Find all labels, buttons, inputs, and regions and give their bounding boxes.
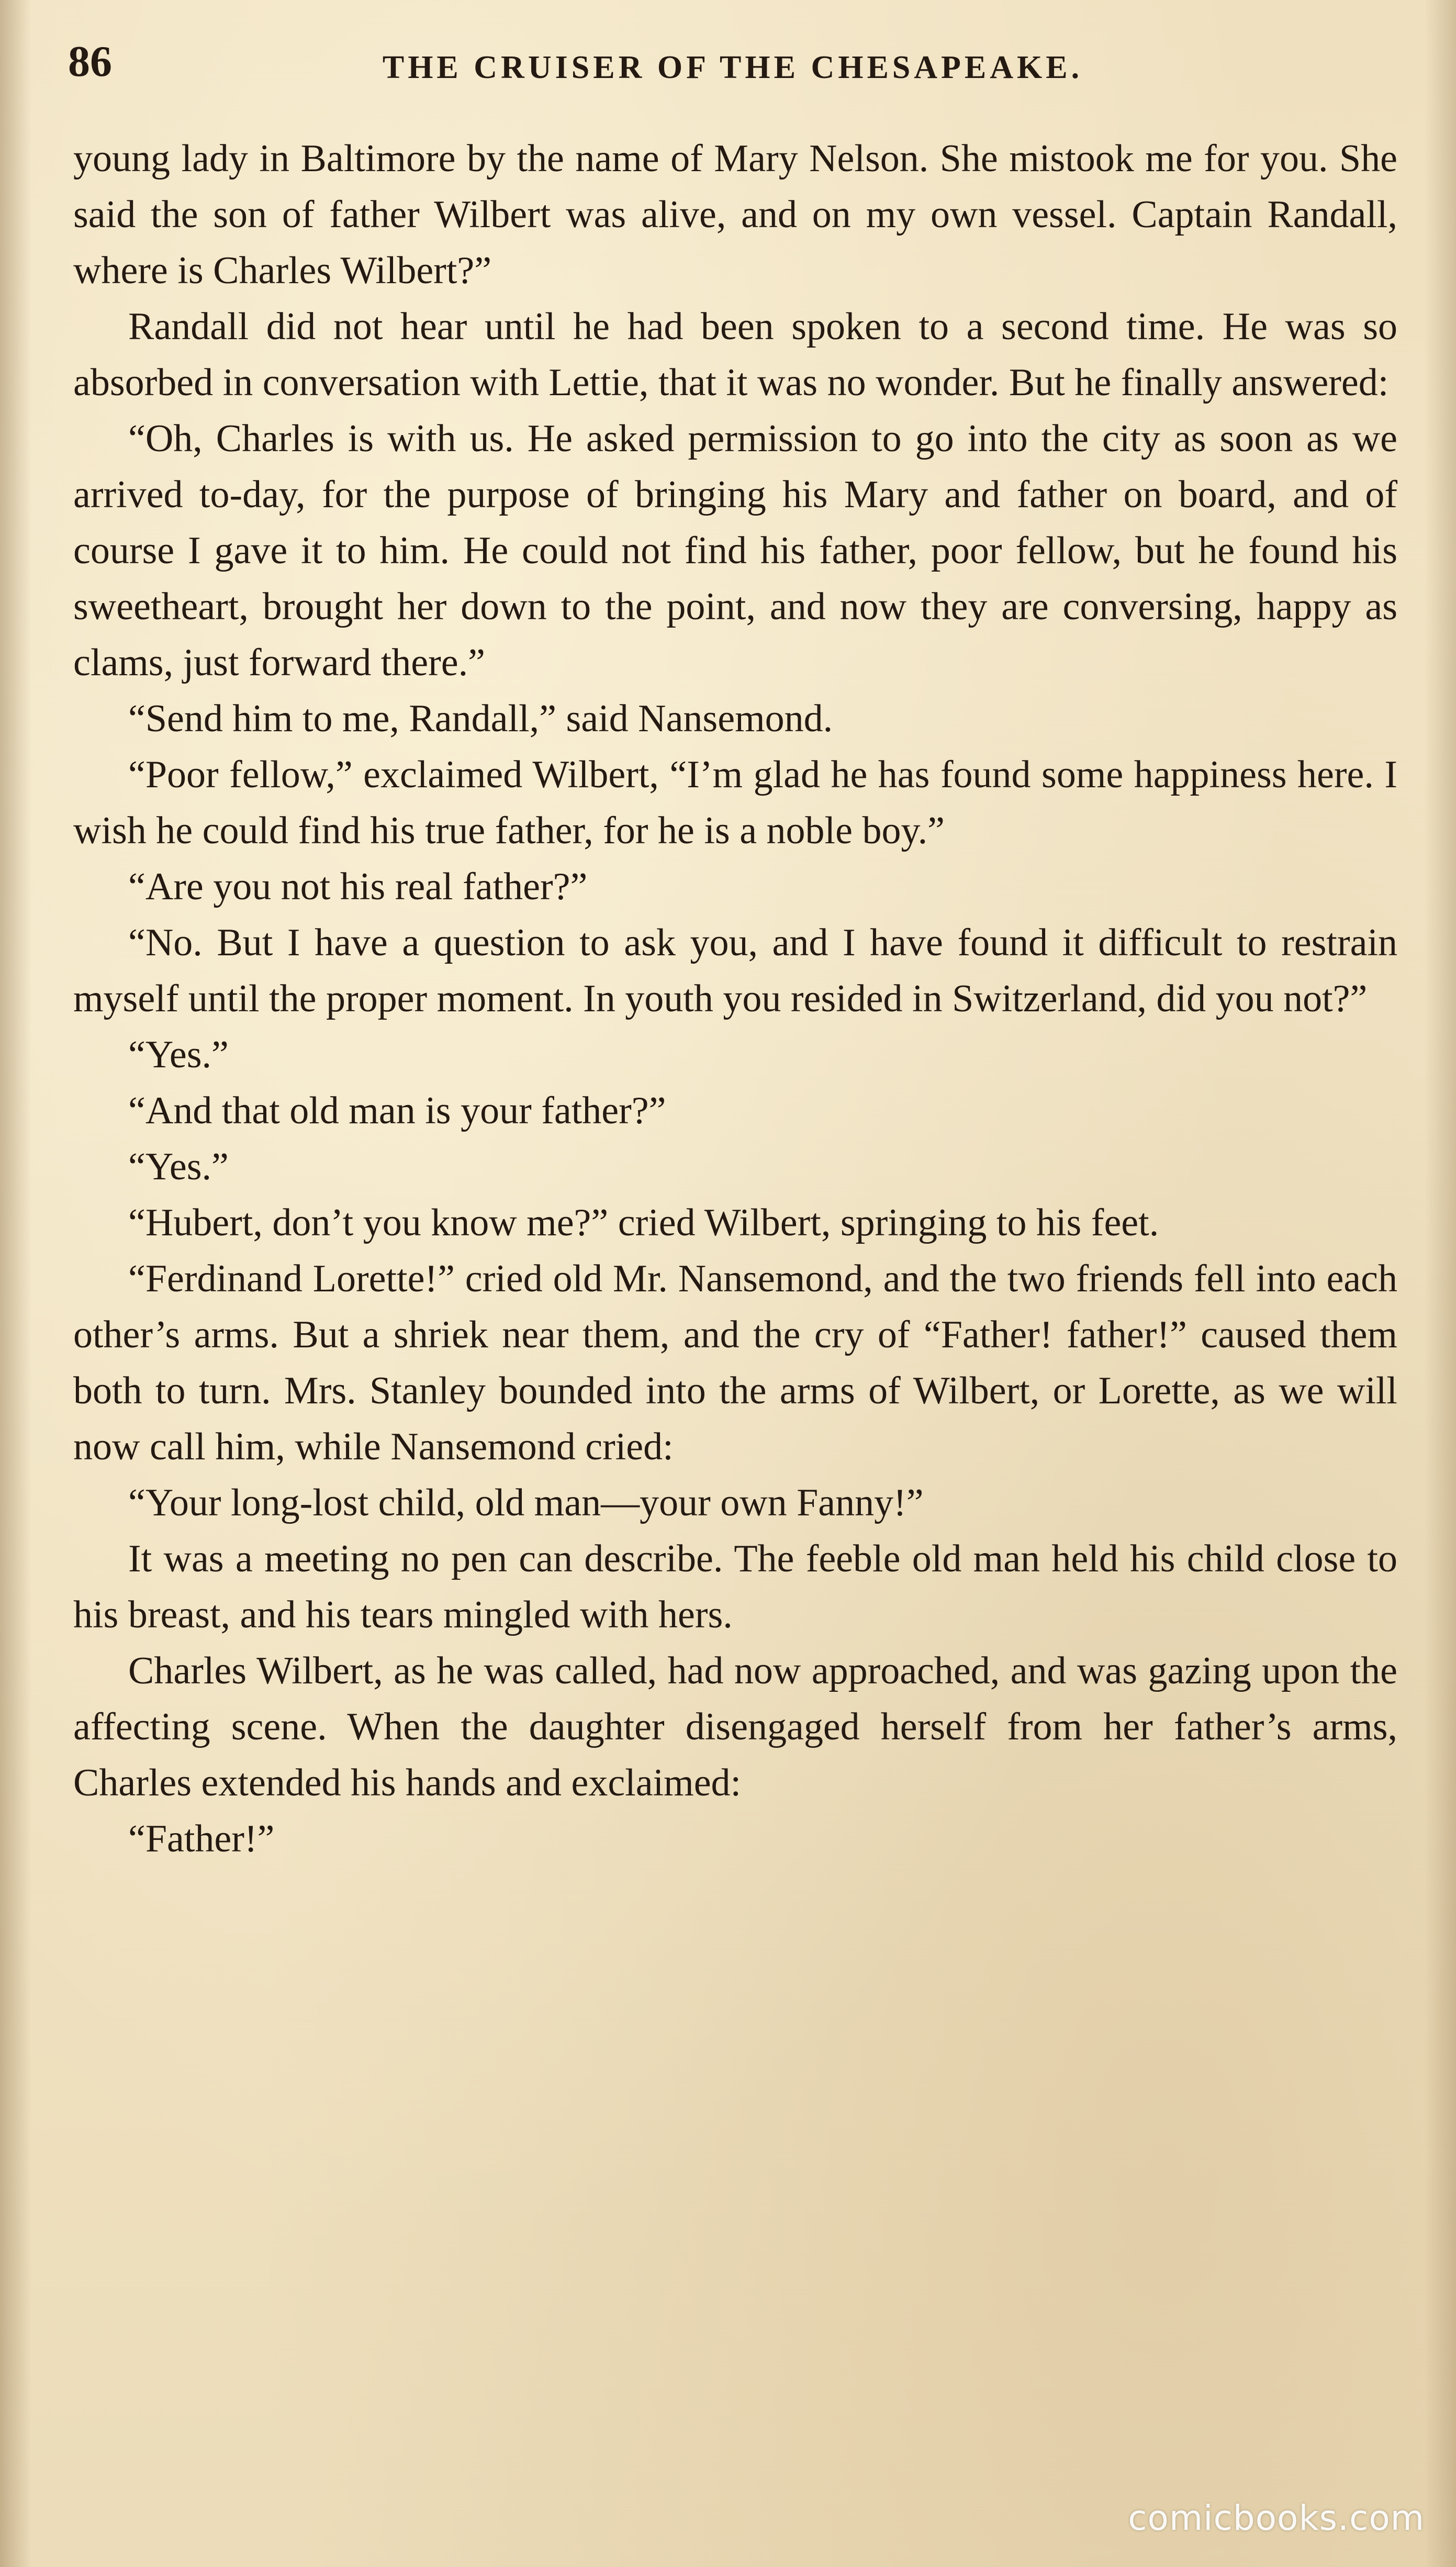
paragraph: “Poor fellow,” exclaimed Wilbert, “I’m glad he has found some happiness here. I wish he could find his true father, for he is a noble boy.” (73, 753, 1397, 852)
paragraph: “No. But I have a question to ask you, and I have found it difficult to restrain myself until the proper moment. In youth you resided in Switzerland, did you not?” (73, 921, 1397, 1020)
page-number: 86 (68, 37, 112, 86)
paragraph: “Ferdinand Lorette!” cried old Mr. Nansemond, and the two friends fell into each other’s arms. But a shriek near them, and the cry of “Father! father!” caused them both to turn. Mrs. Stanley bounded into the arms of Wilbert, or Lorette, as we will now call him, while Nansemond cried: (73, 1257, 1397, 1468)
page-edge-shadow-left (0, 0, 31, 2567)
paragraph: “Are you not his real father?” (128, 865, 588, 908)
body-text (73, 131, 1397, 1867)
paragraph: “Your long-lost child, old man—your own Fanny!” (128, 1481, 924, 1524)
paragraph: “And that old man is your father?” (128, 1089, 666, 1132)
running-title: THE CRUISER OF THE CHESAPEAKE. (382, 50, 1083, 85)
paragraph: young lady in Baltimore by the name of Mary Nelson. She mistook me for you. She said the son of father Wilbert was alive, and on my own vessel. Captain Randall, where is Charles Wilbert?” (73, 137, 1397, 292)
paragraph: It was a meeting no pen can describe. The feeble old man held his child close to his breast, and his tears mingled with hers. (73, 1537, 1397, 1636)
paragraph: Randall did not hear until he had been spoken to a second time. He was so absorbed in conversation with Lettie, that it was no wonder. But he finally answered: (73, 305, 1397, 404)
paragraph: Charles Wilbert, as he was called, had now approached, and was gazing upon the affecting scene. When the daughter disengaged herself from her father’s arms, Charles extended his hands and exclaimed: (73, 1649, 1397, 1804)
paragraph: “Hubert, don’t you know me?” cried Wilbert, springing to his feet. (128, 1201, 1159, 1244)
paragraph: “Yes.” (128, 1033, 229, 1076)
page-edge-shadow-right (1425, 0, 1456, 2567)
paragraph: “Send him to me, Randall,” said Nansemond. (128, 697, 833, 740)
site-watermark: comicbooks.com (1128, 2498, 1425, 2538)
running-head (68, 26, 1397, 84)
paragraph: “Father!” (128, 1817, 275, 1860)
paragraph: “Oh, Charles is with us. He asked permission to go into the city as soon as we arrived to-day, for the purpose of bringing his Mary and father on board, and of course I gave it to him. He could not find his father, poor fellow, but he found his sweetheart, brought her down to the point, and now they are conversing, happy as clams, just forward there.” (73, 417, 1397, 684)
paragraph: “Yes.” (128, 1145, 229, 1188)
